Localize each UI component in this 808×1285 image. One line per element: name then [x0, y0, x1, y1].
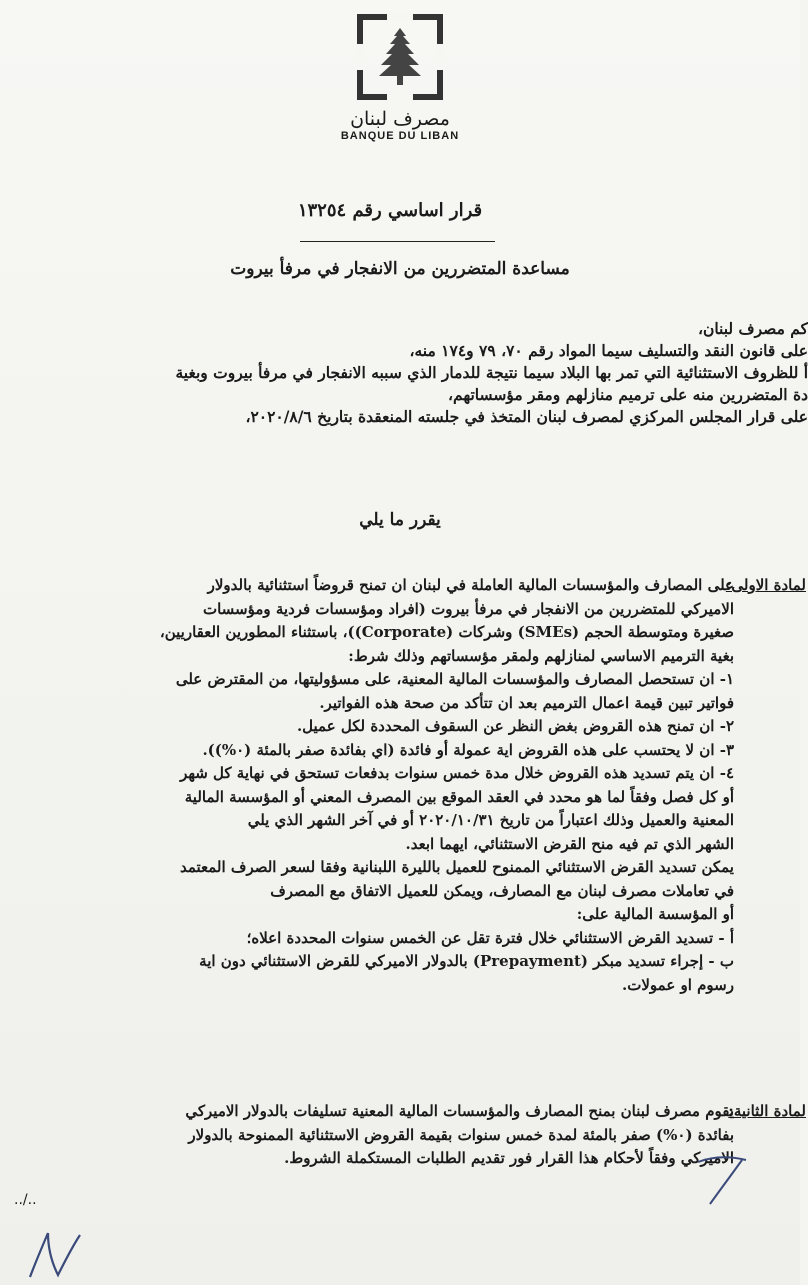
article-one-line: في تعاملات مصرف لبنان مع المصارف، ويمكن للعميل الاتفاق مع المصرف	[270, 881, 734, 900]
article-one-line: أو كل فصل وفقاً لما هو محدد في العقد الموقع بين المصرف المعني أو المؤسسة المالية	[184, 787, 734, 806]
preamble	[18, 318, 808, 428]
cedar-tree-icon	[375, 26, 425, 88]
article-one-line: الشهر الذي تم فيه منح القرض الاستثنائي، ايهما ابعد.	[405, 834, 734, 853]
bank-name-french: BANQUE DU LIBAN	[340, 130, 460, 142]
preamble-line: على قانون النقد والتسليف سيما المواد رقم ٧٠، ٧٩ و١٧٤ منه،	[409, 341, 808, 360]
article-one-line: ب - إجراء تسديد مبكر (Prepayment) بالدولار الاميركي للقرض الاستثنائي دون اية	[199, 952, 734, 970]
article-one-line: يمكن تسديد القرض الاستثنائي الممنوح للعميل بالليرة اللبنانية وفقا لسعر الصرف المعتمد	[179, 858, 734, 876]
decision-title: قرار اساسي رقم ١٣٢٥٤	[297, 200, 483, 221]
article-one-line: الاميركي للمتضررين من الانفجار في مرفأ بيروت (افراد ومؤسسات فردية ومؤسسات	[202, 599, 734, 618]
letterhead	[0, 14, 800, 142]
bank-name-arabic: مصرف لبنان	[350, 108, 450, 130]
article-one-label: لمادة الاولى:	[725, 576, 806, 594]
article-two-line: بفائدة (٠%) صفر بالمئة لمدة خمس سنوات بقيمة القروض الاستثنائية الممنوحة بالدولار	[188, 1125, 734, 1144]
article-one-line: فواتير تبين قيمة اعمال الترميم بعد ان تتأكد من صحة هذه الفواتير.	[319, 693, 734, 712]
article-two-line: يقوم مصرف لبنان بمنح المصارف والمؤسسات المالية المعنية تسليفات بالدولار الاميركي	[185, 1102, 734, 1120]
signature-mark-right	[690, 1150, 760, 1210]
title-underline	[300, 241, 495, 242]
article-two-label: لمادة الثانية:	[728, 1102, 806, 1120]
decision-subject: مساعدة المتضررين من الانفجار في مرفأ بيروت	[230, 259, 570, 279]
article-two-body	[12, 1100, 734, 1171]
page-continuation-mark: ../..	[14, 1192, 37, 1208]
article-one-line: ١- ان تستحصل المصارف والمؤسسات المالية المعنية، على مسؤوليتها، من المقترض على	[175, 670, 734, 688]
article-one-line: رسوم او عمولات.	[622, 975, 734, 994]
preamble-line: كم مصرف لبنان،	[697, 319, 808, 338]
preamble-line: على قرار المجلس المركزي لمصرف لبنان المتخذ في جلسته المنعقدة بتاريخ ٢٠٢٠/٨/٦،	[245, 407, 808, 426]
article-one-line: أ - تسديد القرض الاستثنائي خلال فترة تقل عن الخمس سنوات المحددة اعلاه؛	[246, 928, 734, 947]
article-two-line: الاميركي وفقاً لأحكام هذا القرار فور تقديم الطلبات المستكملة الشروط.	[284, 1149, 734, 1167]
article-one-line: أو المؤسسة المالية على:	[576, 905, 734, 923]
cedar-logo	[357, 14, 443, 100]
article-one-line: ٤- ان يتم تسديد هذه القروض خلال مدة خمس سنوات بدفعات تستحق في نهاية كل شهر	[180, 764, 734, 782]
article-one-line: بغية الترميم الاساسي لمنازلهم ولمقر مؤسساتهم وذلك شرط:	[348, 646, 734, 665]
preamble-line: أ للظروف الاستثنائية التي تمر بها البلاد سيما نتيجة للدمار الذي سببه الانفجار في مرفأ بيروت وبغية	[175, 363, 808, 382]
signature-mark-left	[18, 1225, 88, 1283]
article-one-line: ٢- ان تمنح هذه القروض بغض النظر عن السقوف المحددة لكل عميل.	[296, 717, 734, 735]
article-one-line: على المصارف والمؤسسات المالية العاملة في لبنان ان تمنح قروضاً استثنائية بالدولار	[207, 576, 734, 594]
decides-heading: يقرر ما يلي	[359, 510, 441, 530]
article-one-line: صغيرة ومتوسطة الحجم (SMEs) وشركات (Corporate))، باستثناء المطورين العقاريين،	[159, 623, 734, 641]
article-one-line: المعنية والعميل وذلك اعتباراً من تاريخ ٢٠٢٠/١٠/٣١ أو في آخر الشهر الذي يلي	[247, 811, 734, 829]
preamble-line: دة المتضررين منه على ترميم منازلهم ومقر مؤسساتهم،	[448, 385, 808, 404]
article-one-line: ٣- ان لا يحتسب على هذه القروض اية عمولة أو فائدة (اي بفائدة صفر بالمئة (٠%)).	[202, 740, 734, 759]
article-one-body	[12, 574, 734, 997]
